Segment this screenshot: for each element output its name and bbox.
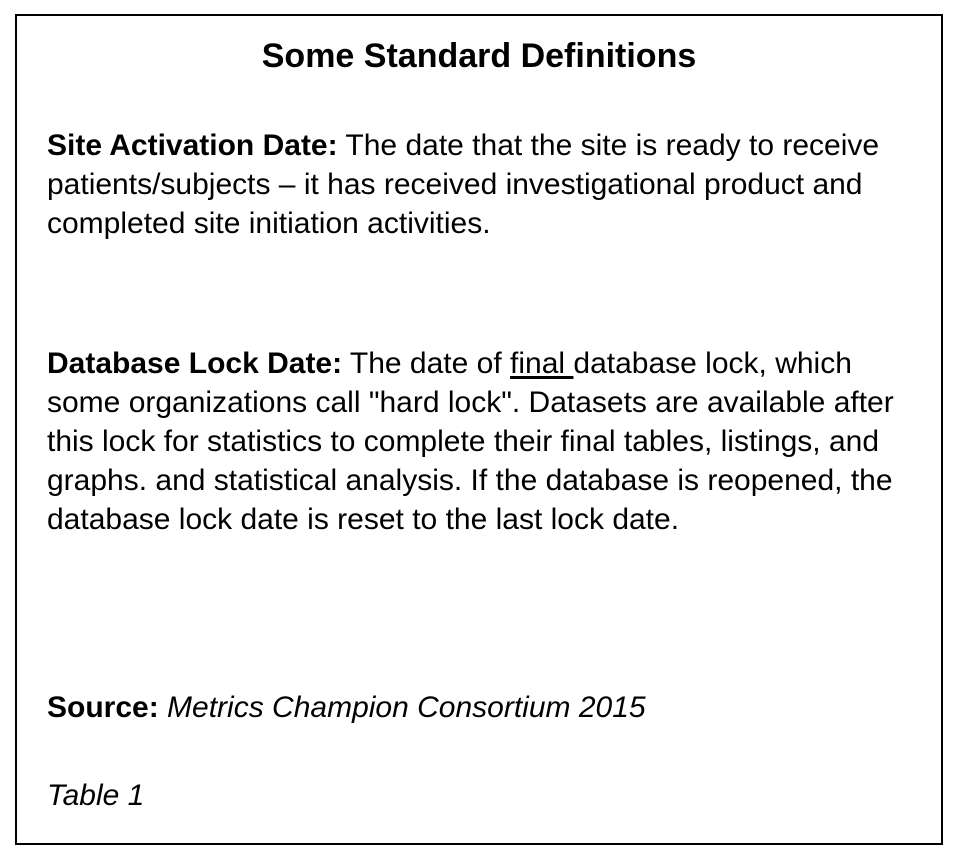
box-title: Some Standard Definitions: [261, 37, 697, 75]
table-caption: Table 1: [47, 779, 145, 812]
definition-term: Database Lock Date:: [47, 347, 343, 380]
definition-site-activation: [47, 126, 927, 243]
definitions-box: [15, 14, 943, 845]
definition-text-after: database lock, which some organizations call "hard lock". Datasets are available after this lock for statistics to complete their final tables, listings, and graphs. and statistical analysis. If the database is reopened, the database lock date is reset to the last lock date.: [47, 347, 894, 536]
definition-database-lock: [47, 344, 927, 539]
underlined-word: final: [510, 347, 574, 380]
definition-text-before: The date of: [349, 347, 502, 380]
source-label: Source:: [47, 691, 159, 724]
source-value: Metrics Champion Consortium 2015: [167, 691, 646, 724]
source-line: [47, 688, 927, 727]
definition-term: Site Activation Date:: [47, 129, 338, 162]
definition-text: The date that the site is ready to receive patients/subjects – it has received investigational product and completed site initiation activities.: [47, 129, 880, 240]
